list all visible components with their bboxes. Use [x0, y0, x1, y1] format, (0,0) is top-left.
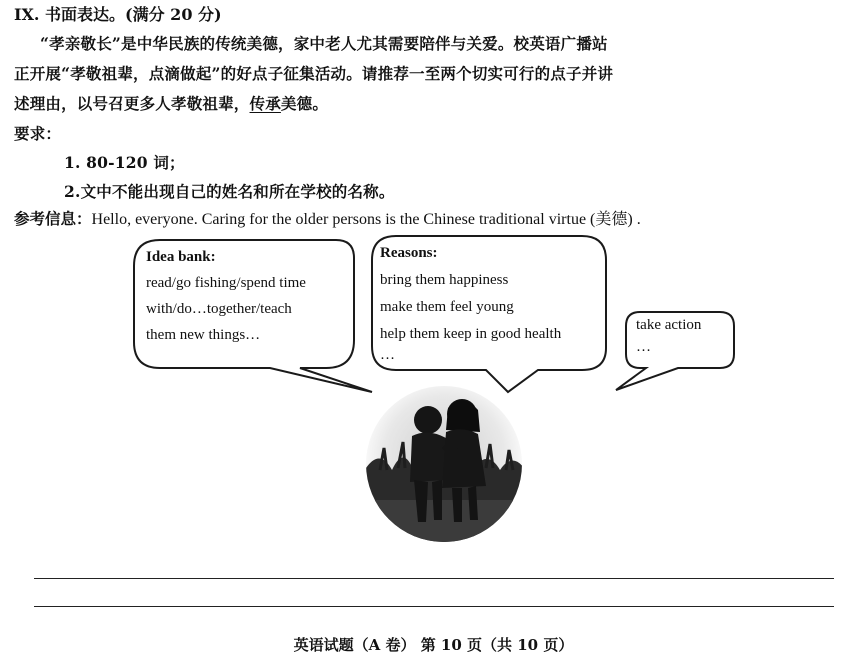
- prompt-underlined-word: 传承: [249, 94, 281, 113]
- reference-text: Hello, everyone. Caring for the older persons is the Chinese traditional virtue (美德) .: [91, 211, 641, 228]
- reasons-title: Reasons:: [380, 245, 438, 261]
- reasons-text: [380, 240, 561, 362]
- reason-line: help them keep in good health: [380, 326, 562, 342]
- take-action-line: …: [636, 339, 651, 355]
- prompt-line-3-start: 述理由，以号召更多人孝敬祖辈，: [14, 94, 250, 113]
- idea-bank-line: them new things…: [146, 327, 261, 343]
- idea-bank-title: Idea bank:: [146, 249, 216, 265]
- take-action-text: [636, 314, 701, 358]
- requirement-item-2: 2.文中不能出现自己的姓名和所在学校的名称。: [64, 182, 395, 201]
- reason-line: bring them happiness: [380, 272, 509, 288]
- children-silhouette-icon: [366, 386, 524, 560]
- take-action-line: take action: [636, 317, 702, 333]
- prompt-line-1: “孝亲敬长”是中华民族的传统美德，家中老人尤其需要陪伴与关爱。校英语广播站: [40, 34, 608, 53]
- section-heading: IX. 书面表达。(满分 20 分): [14, 5, 222, 24]
- page-footer: 英语试题（A 卷） 第 10 页（共 10 页）: [293, 636, 574, 654]
- reason-line: make them feel young: [380, 299, 514, 315]
- reason-line: …: [380, 347, 395, 363]
- idea-bank-line: with/do…together/teach: [146, 301, 292, 317]
- prompt-line-3-end: 美德。: [280, 94, 329, 113]
- requirements-label: 要求：: [14, 124, 62, 143]
- idea-bank-text: [146, 244, 306, 348]
- idea-bank-line: read/go fishing/spend time: [146, 275, 306, 291]
- prompt-line-2: 正开展“孝敬祖辈，点滴做起”的好点子征集活动。请推荐一至两个切实可行的点子并讲: [14, 64, 614, 83]
- answer-line-2: [34, 606, 834, 607]
- answer-line-1: [34, 578, 834, 579]
- requirement-item-1: 1. 80-120 词；: [64, 153, 185, 172]
- reference-label: 参考信息：: [14, 209, 92, 228]
